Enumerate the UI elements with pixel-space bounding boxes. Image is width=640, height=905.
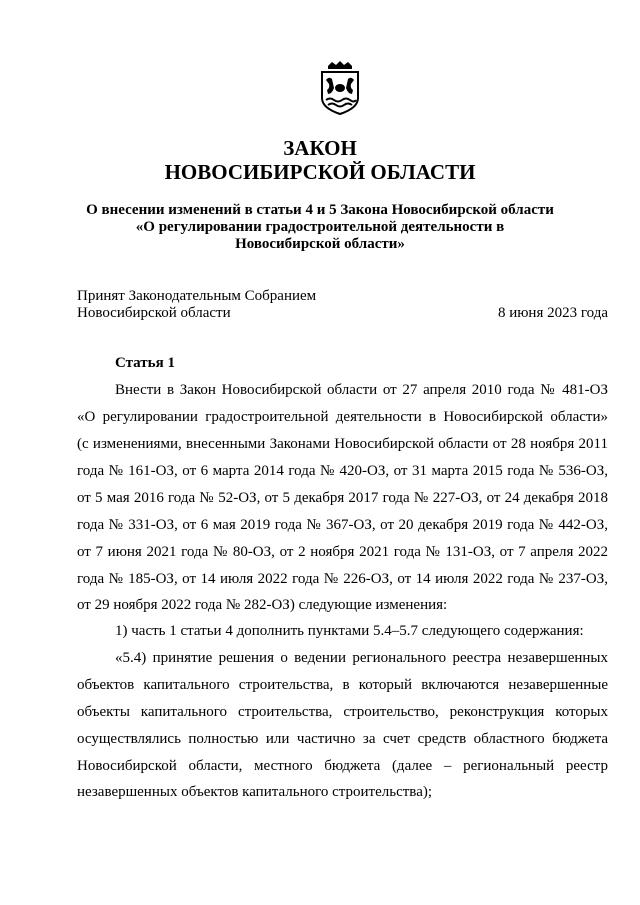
body-line: 1) часть 1 статьи 4 дополнить пунктами 5.4–5.7 следующего содержания: bbox=[115, 623, 584, 639]
body-line: от 5 мая 2016 года № 52-ОЗ, от 5 декабря 2017 года № 227-ОЗ, от 24 декабря 2018 bbox=[77, 490, 608, 506]
law-subtitle-line3: Новосибирской области» bbox=[235, 236, 405, 252]
body-line: «5.4) принятие решения о ведении регионального реестра незавершенных bbox=[115, 650, 608, 666]
body-line: от 29 ноября 2022 года № 282-ОЗ) следующие изменения: bbox=[77, 597, 448, 613]
body-line: года № 161-ОЗ, от 6 марта 2014 года № 420-ОЗ, от 31 марта 2015 года № 536-ОЗ, bbox=[77, 463, 608, 479]
novosibirsk-coat-of-arms-icon bbox=[318, 60, 362, 116]
body-line: года № 331-ОЗ, от 6 мая 2019 года № 367-ОЗ, от 20 декабря 2019 года № 442-ОЗ, bbox=[77, 517, 608, 533]
body-line: Внести в Закон Новосибирской области от 27 апреля 2010 года № 481-ОЗ bbox=[115, 382, 608, 398]
law-subtitle-line1: О внесении изменений в статьи 4 и 5 Закона Новосибирской области bbox=[86, 202, 554, 218]
body-line: объектов капитального строительства, в который включаются незавершенные bbox=[77, 677, 608, 693]
body-line: от 7 июня 2021 года № 80-ОЗ, от 2 ноября 2021 года № 131-ОЗ, от 7 апреля 2022 bbox=[77, 544, 608, 560]
law-title-line1: ЗАКОН bbox=[283, 136, 357, 160]
body-line: объекты капитального строительства, строительство, реконструкция которых bbox=[77, 704, 608, 720]
body-line: «О регулировании градостроительной деятельности в Новосибирской области» bbox=[77, 409, 608, 425]
body-line: незавершенных объектов капитального строительства); bbox=[77, 784, 433, 800]
adoption-date: 8 июня 2023 года bbox=[497, 305, 608, 321]
body-line: осуществлялись полностью или частично за счет средств областного бюджета bbox=[77, 731, 608, 747]
law-title-line2: НОВОСИБИРСКОЙ ОБЛАСТИ bbox=[164, 160, 476, 184]
adopted-by-line1: Принят Законодательным Собранием bbox=[77, 288, 317, 304]
law-subtitle-line2: «О регулировании градостроительной деятельности в bbox=[135, 219, 505, 235]
adopted-by-line2: Новосибирской области bbox=[77, 305, 231, 321]
article-heading: Статья 1 bbox=[115, 355, 175, 371]
body-line: Новосибирской области, местного бюджета (далее – региональный реестр bbox=[77, 758, 608, 774]
body-line: года № 185-ОЗ, от 14 июля 2022 года № 226-ОЗ, от 14 июля 2022 года № 237-ОЗ, bbox=[77, 571, 608, 587]
body-line: (с изменениями, внесенными Законами Новосибирской области от 28 ноября 2011 bbox=[77, 436, 608, 452]
